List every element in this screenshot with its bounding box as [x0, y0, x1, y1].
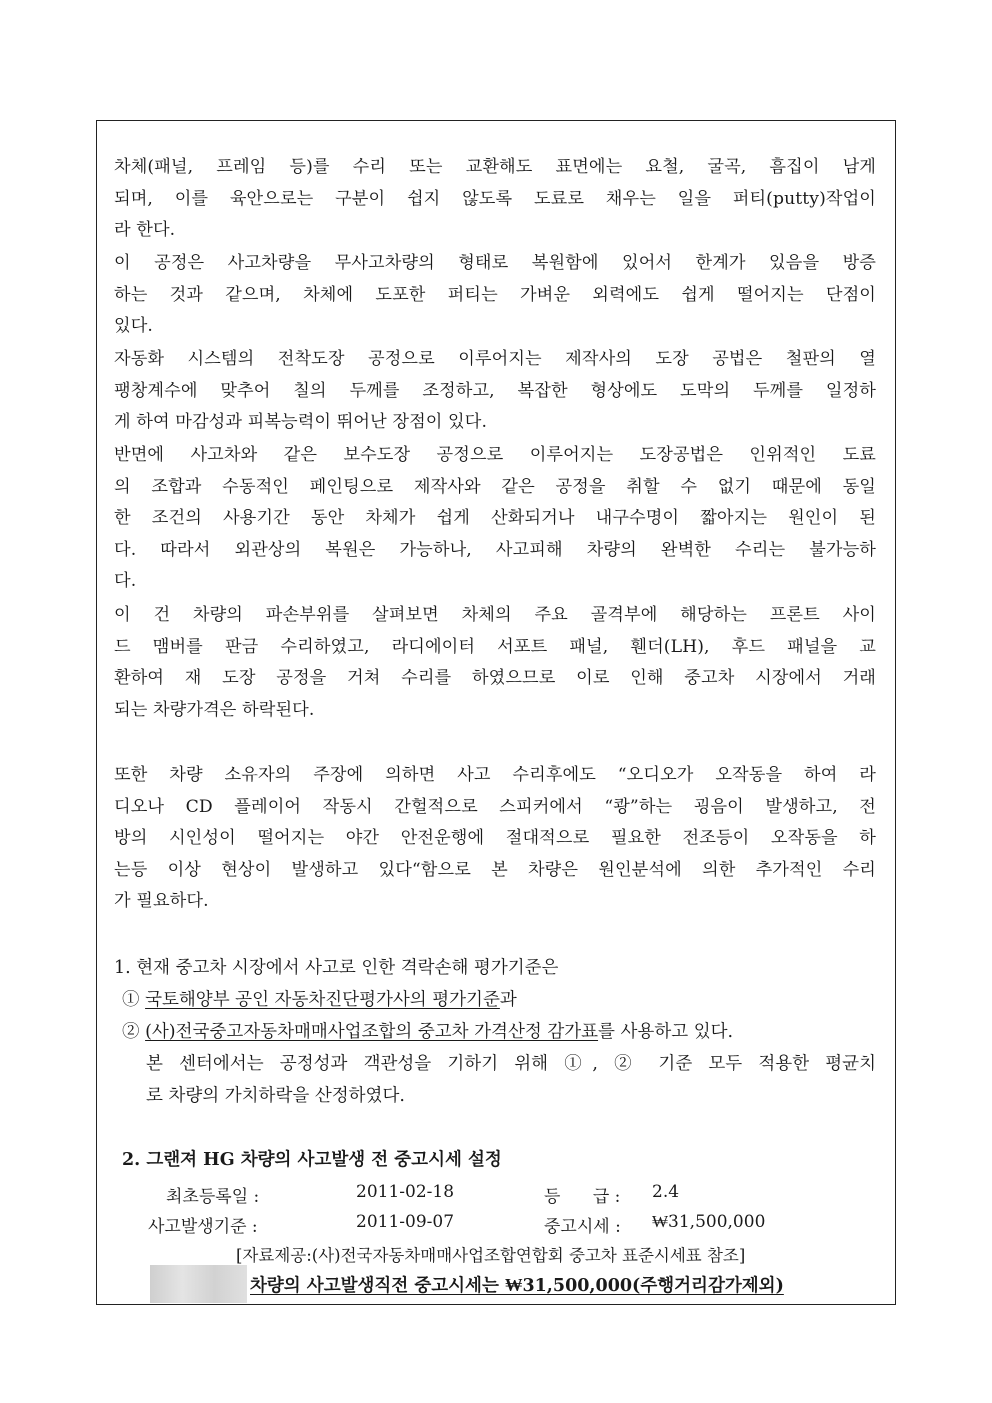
text-line: 는등 이상 현상이 발생하고 있다“함으로 본 차량은 원인분석에 의한 추가적인 수리 — [114, 859, 876, 880]
text-line: 가 필요하다. — [114, 891, 209, 912]
accident-date-value: 2011-09-07 — [356, 1212, 455, 1232]
data-source-note: [자료제공:(사)전국자동차매매사업조합연합회 중고차 표준시세표 참조] — [236, 1246, 746, 1265]
conclusion-statement: 차량의 사고발생직전 중고시세는 ₩31,500,000(주행거리감가제외) — [250, 1276, 784, 1296]
text-line: 디오나 CD 플레이어 작동시 간헐적으로 스피커에서 “쾅”하는 굉음이 발생하고, 전 — [114, 796, 876, 817]
text-line: 드 맴버를 판금 수리하였고, 라디에이터 서포트 패널, 휀더(LH), 후드 패널을 교 — [114, 636, 876, 657]
accident-date-label: 사고발생기준 : — [148, 1217, 258, 1237]
text-line: 이 공정은 사고차량을 무사고차량의 형태로 복원함에 있어서 한계가 있음을 방증 — [114, 253, 876, 273]
text-line: 라 한다. — [114, 220, 176, 241]
paragraph-factory-paint — [114, 344, 876, 439]
first-registration-label: 최초등록일 : — [166, 1187, 260, 1207]
grade-label: 등 급 : — [544, 1187, 621, 1207]
item1-standard: 국토해양부 공인 자동차진단평가사의 평가기준 — [145, 990, 500, 1010]
text-line: 환하여 재 도장 공정을 거쳐 수리를 하였으므로 이로 인해 중고차 시장에서 거래 — [114, 668, 876, 689]
section1-note-line2: 로 차량의 가치하락을 산정하였다. — [146, 1086, 405, 1106]
redacted-vehicle-name — [150, 1265, 247, 1303]
text-line: 자동화 시스템의 전착도장 공정으로 이루어지는 제작사의 도장 공법은 철판의 열 — [114, 349, 876, 369]
text-line: 다. 따라서 외관상의 복원은 가능하나, 사고피해 차량의 완벽한 수리는 불가능하 — [114, 539, 876, 560]
text-line: 방의 시인성이 떨어지는 야간 안전운행에 절대적으로 필요한 전조등이 오작동을 하 — [114, 828, 876, 849]
section1-heading: 1. 현재 중고차 시장에서 사고로 인한 격락손해 평가기준은 — [114, 958, 559, 978]
section2-heading: 2. 그랜져 HG 차량의 사고발생 전 중고시세 설정 — [122, 1150, 502, 1170]
text-line: 한 조건의 사용기간 동안 차체가 쉽게 산화되거나 내구수명이 짧아지는 원인이 된 — [114, 508, 876, 529]
text-line: 되며, 이를 육안으로는 구분이 쉽지 않도록 도료로 채우는 일을 퍼티(putty)작업이 — [114, 188, 876, 209]
paragraph-owner-claim — [114, 760, 876, 918]
text-line: 하는 것과 같으며, 차체에 도포한 퍼티는 가벼운 외력에도 쉽게 떨어지는 단점이 — [114, 284, 876, 305]
paragraph-damage — [114, 600, 876, 726]
text-line: 게 하여 마감성과 피복능력이 뛰어난 장점이 있다. — [114, 412, 488, 433]
text-line: 이 건 차량의 파손부위를 살펴보면 차체의 주요 골격부에 해당하는 프론트 사이 — [114, 605, 876, 625]
section1-note-line1: 본 센터에서는 공정성과 객관성을 기하기 위해 ①, ② 기준 모두 적용한 평균치 — [146, 1054, 876, 1074]
item2-standard: (사)전국중고자동차매매사업조합의 중고차 가격산정 감가표 — [145, 1022, 599, 1042]
paragraph-putty — [114, 152, 876, 247]
item1-suffix: 과 — [499, 990, 517, 1010]
text-line: 차체(패널, 프레임 등)를 수리 또는 교환해도 표면에는 요철, 굴곡, 흠집이 남게 — [114, 157, 876, 177]
item1-number: ① — [122, 990, 140, 1010]
section1-item2 — [122, 1016, 733, 1048]
text-line: 되는 차량가격은 하락된다. — [114, 699, 315, 720]
used-price-label: 중고시세 : — [544, 1217, 621, 1237]
text-line: 반면에 사고차와 같은 보수도장 공정으로 이루어지는 도장공법은 인위적인 도료 — [114, 445, 876, 465]
text-line: 팽창계수에 맞추어 칠의 두께를 조정하고, 복잡한 형상에도 도막의 두께를 일정하 — [114, 380, 876, 401]
grade-value: 2.4 — [652, 1182, 680, 1202]
used-price-value: ₩31,500,000 — [652, 1212, 766, 1232]
first-registration-value: 2011-02-18 — [356, 1182, 455, 1202]
item2-suffix: 를 사용하고 있다. — [598, 1022, 734, 1042]
text-line: 또한 차량 소유자의 주장에 의하면 사고 수리후에도 “오디오가 오작동을 하여 라 — [114, 765, 876, 785]
text-line: 다. — [114, 571, 137, 592]
section1-item1 — [122, 984, 517, 1016]
text-line: 의 조합과 수동적인 페인팅으로 제작사와 같은 공정을 취할 수 없기 때문에 동일 — [114, 476, 876, 497]
item2-number: ② — [122, 1022, 140, 1042]
text-line: 있다. — [114, 316, 153, 337]
paragraph-process-limit — [114, 248, 876, 343]
paragraph-repair-paint — [114, 440, 876, 598]
